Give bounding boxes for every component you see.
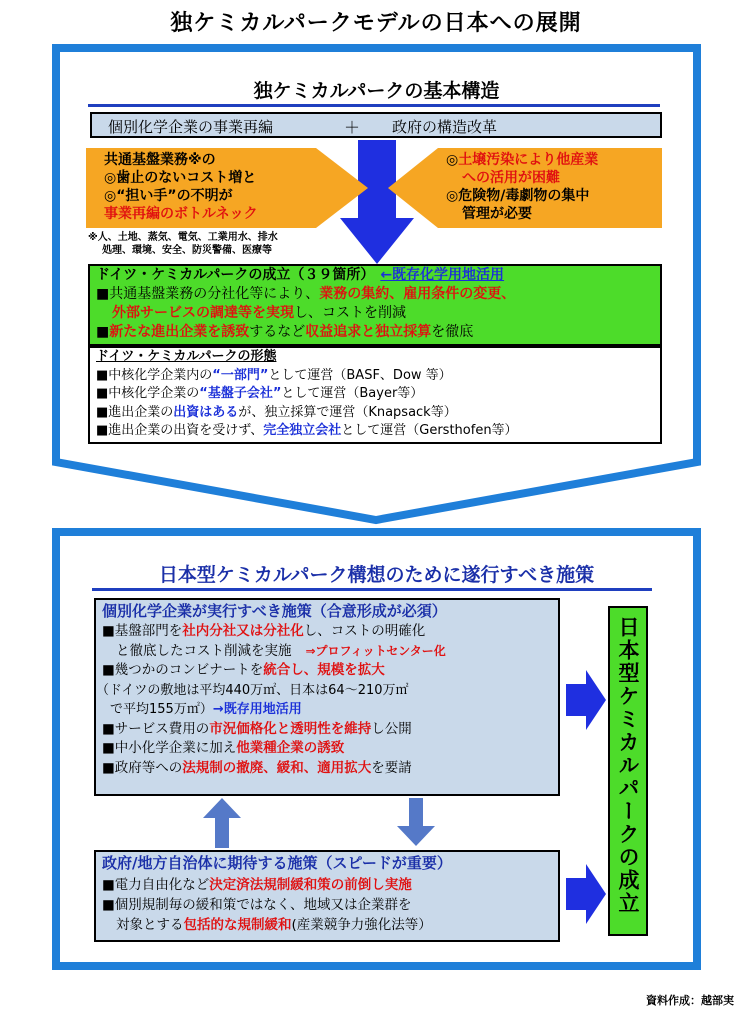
comp-a5: ⇒プロフィットセンター化 (305, 643, 446, 658)
bottom-heading-rule (92, 588, 652, 591)
form3-a: ■進出企業の (96, 404, 174, 420)
companies-heading: 個別化学企業が実行すべき施策（合意形成が必須） (102, 602, 447, 620)
comp-d3: し公開 (371, 720, 412, 737)
gov-b4: (産業競争力強化法等） (291, 917, 432, 933)
form3-b: 出資はある (173, 404, 239, 420)
footnote (88, 231, 278, 257)
green-row1-a: ■共通基盤業務の分社化等により、 (96, 286, 320, 302)
result-box (608, 606, 648, 936)
right-orange-line-2: への活用が困難 (462, 170, 560, 186)
green-row2-b: し、コストを削減 (294, 305, 406, 321)
green-box (88, 264, 662, 346)
form1-b: “一部門” (212, 367, 269, 383)
right-orange-line-1: 土壌汚染により他産業 (458, 152, 599, 168)
gov-b3: 包括的な規制緩和 (183, 917, 292, 933)
green-row3-d: 収益追求と独立採算 (305, 324, 432, 340)
left-orange-text (104, 151, 258, 223)
comp-f2: 法規制の撤廃、緩和、適用拡大 (182, 759, 372, 776)
comp-c3: →既存用地活用 (212, 702, 302, 717)
footnote-line-1: ※人、土地、蒸気、電気、工業用水、排水 (88, 232, 278, 243)
form3-c: が、独立採算で運営（Knapsack等） (238, 404, 457, 420)
comp-e2: 他業種企業の誘致 (236, 740, 345, 756)
comp-e1: ■中小化学企業に加え (102, 740, 237, 756)
companies-box (94, 598, 560, 796)
page-title: 独ケミカルパークモデルの日本への展開 (170, 11, 582, 36)
form1-a: ■中核化学企業内の (96, 367, 213, 383)
comp-d2: 市況価格化と透明性を維持 (209, 720, 372, 737)
reform-plus: ＋ (344, 118, 361, 137)
comp-a3: し、コストの明確化 (303, 623, 426, 639)
gov-b1: ■個別規制毎の緩和策ではなく、地域又は企業群を (102, 897, 412, 913)
government-heading: 政府/地方自治体に期待する施策（スピードが重要） (102, 854, 452, 872)
gov-b2: 対象とする (116, 917, 184, 933)
gov-a1: ■電力自由化など (102, 877, 210, 893)
credit: 資料作成：越部実 (646, 994, 734, 1007)
green-row3-c: するなど (249, 324, 306, 340)
green-heading-note: ←既存化学用地活用 (380, 267, 505, 283)
comp-a1: ■基盤部門を (102, 623, 183, 639)
reform-bar (90, 112, 662, 138)
forms-heading: ドイツ・ケミカルパークの形態 (96, 349, 277, 364)
green-heading: ドイツ・ケミカルパークの成立（３９箇所） (96, 267, 375, 283)
right-orange-line-3: ◎危険物/毒劇物の集中 (446, 188, 590, 204)
result-text: 日本型ケミカルパークの成立 (616, 616, 640, 915)
form4-b: 完全独立会社 (263, 423, 342, 438)
comp-a2: 社内分社又は分社化 (182, 623, 304, 639)
comp-c2: で平均155万㎡） (110, 702, 213, 717)
bottom-heading: 日本型ケミカルパーク構想のために遂行すべき施策 (158, 564, 595, 586)
form2-a: ■中核化学企業の (96, 386, 200, 401)
comp-c1: （ドイツの敷地は平均440万㎡、日本は64～210万㎡ (96, 682, 409, 698)
left-orange-line-4: 事業再編のボトルネック (104, 206, 258, 222)
comp-f1: ■政府等への (102, 759, 183, 776)
reform-right: 政府の構造改革 (392, 118, 498, 136)
government-box (94, 850, 560, 942)
comp-b1: ■幾つかのコンビナートを (102, 662, 264, 678)
green-row2-a: 外部サービスの調達等を実現 (112, 305, 294, 321)
right-orange-text (446, 151, 598, 223)
form4-a: ■進出企業の出資を受けず、 (96, 423, 264, 438)
comp-d1: ■サービス費用の (102, 720, 210, 737)
comp-a4: と徹底したコスト削減を実施 (116, 642, 292, 659)
form2-b: “基盤子会社” (199, 386, 282, 401)
gov-a2: 決定済法規制緩和策の前倒し実施 (209, 877, 412, 893)
comp-b2: 統合し、規模を拡大 (263, 662, 385, 678)
left-orange-line-3: ◎“担い手”の不明が (104, 188, 233, 204)
comp-f3: を要請 (371, 759, 412, 776)
left-orange-line-2: ◎歯止のないコスト増と (104, 170, 257, 186)
forms-box (88, 346, 662, 444)
reform-left: 個別化学企業の事業再編 (108, 118, 274, 136)
green-row3-e: を徹底 (431, 324, 474, 340)
form2-c: として運営（Bayer等） (281, 386, 424, 401)
right-orange-line-4: 管理が必要 (462, 206, 532, 222)
form4-c: として運営（Gersthofen等） (341, 423, 518, 438)
green-row1-b: 業務の集約、雇用条件の変更、 (319, 286, 516, 302)
top-heading: 独ケミカルパークの基本構造 (253, 80, 500, 102)
footnote-line-2: 処理、環境、安全、防災警備、医療等 (102, 245, 272, 256)
top-heading-rule (88, 104, 660, 107)
form1-c: として運営（BASF、Dow 等） (268, 367, 452, 383)
left-orange-line-1: 共通基盤業務※の (104, 152, 216, 168)
green-row3-a: ■ (96, 324, 110, 340)
green-row3-b: 新たな進出企業を誘致 (109, 324, 250, 340)
right-orange-bullet: ◎ (446, 152, 459, 168)
